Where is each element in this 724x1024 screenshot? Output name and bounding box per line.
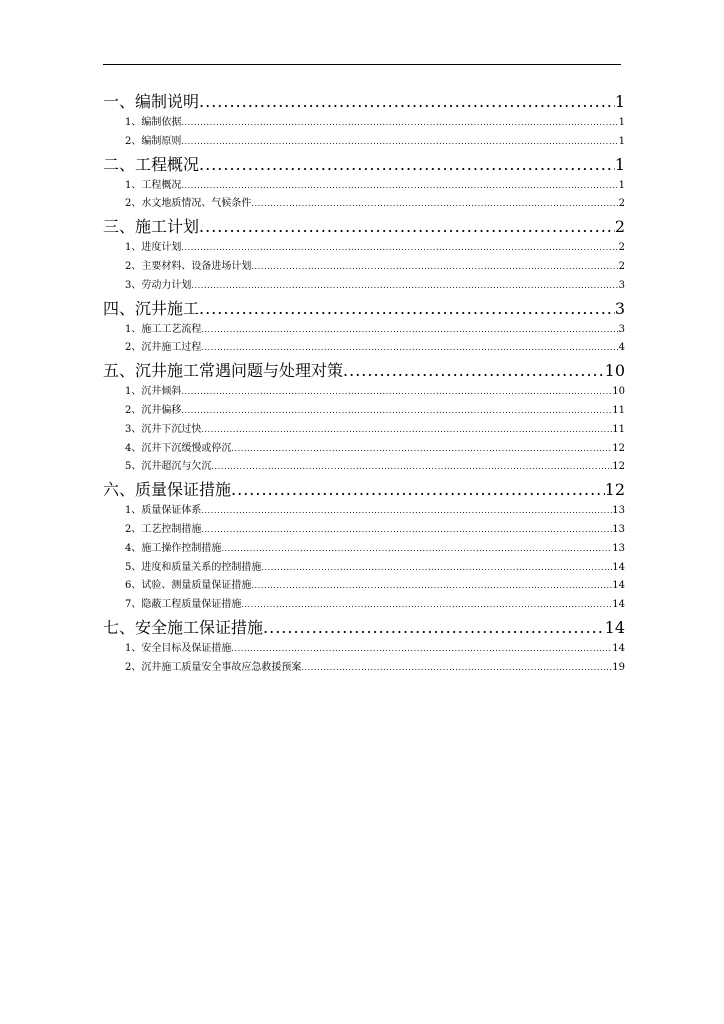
toc-subsection-title: 2、沉井偏移 <box>125 404 182 416</box>
toc-subsection-title: 3、沉井下沉过快 <box>125 423 202 435</box>
toc-subsection-title: 1、进度计划 <box>125 242 182 254</box>
toc-subsection[interactable] <box>103 114 625 133</box>
toc-section[interactable] <box>103 358 625 383</box>
toc-subsection-page-number: 2 <box>618 198 625 210</box>
toc-section-page-number: 2 <box>614 217 625 237</box>
toc-subsection-title: 1、质量保证体系 <box>125 505 202 517</box>
dot-leader <box>191 277 618 296</box>
dot-leader <box>201 421 612 440</box>
dot-leader <box>251 258 618 277</box>
toc-subsection-title: 3、劳动力计划 <box>125 279 192 291</box>
toc-subsection-title: 1、安全目标及保证措施 <box>125 642 232 654</box>
toc-subsection-page-number: 12 <box>612 442 625 454</box>
dot-leader <box>181 402 612 421</box>
toc-section-title: 五、沉井施工常遇问题与处理对策 <box>103 361 344 381</box>
toc-subsection-title: 4、沉井下沉缓慢或停沉 <box>125 442 232 454</box>
toc-subsection[interactable] <box>103 502 625 521</box>
dot-leader <box>201 502 612 521</box>
toc-subsection-title: 1、沉井倾斜 <box>125 386 182 398</box>
toc-subsection-page-number: 3 <box>618 323 625 335</box>
toc-subsection[interactable] <box>103 577 625 596</box>
toc-subsection-page-number: 14 <box>612 599 625 611</box>
toc-subsection-title: 2、水文地质情况、气候条件 <box>125 198 252 210</box>
toc-subsection[interactable] <box>103 321 625 340</box>
toc-subsection-title: 7、隐蔽工程质量保证措施 <box>125 599 242 611</box>
toc-subsection-page-number: 4 <box>618 342 625 354</box>
toc-subsection[interactable] <box>103 402 625 421</box>
toc-subsection[interactable] <box>103 258 625 277</box>
dot-leader <box>301 659 612 678</box>
dot-leader <box>201 521 612 540</box>
dot-leader <box>199 214 615 239</box>
toc-subsection-page-number: 19 <box>612 661 625 673</box>
toc-subsection-title: 1、编制依据 <box>125 117 182 128</box>
dot-leader <box>263 615 605 640</box>
dot-leader <box>221 540 612 559</box>
dot-leader <box>199 296 615 321</box>
dot-leader <box>181 133 618 152</box>
toc-section-page-number: 1 <box>614 92 625 111</box>
toc-section-page-number: 3 <box>614 298 625 318</box>
toc-subsection[interactable] <box>103 440 625 459</box>
toc-subsection-page-number: 14 <box>612 561 625 573</box>
dot-leader <box>211 458 612 477</box>
toc-subsection[interactable] <box>103 458 625 477</box>
dot-leader <box>241 596 612 615</box>
toc-subsection[interactable] <box>103 521 625 540</box>
toc-subsection-page-number: 13 <box>612 505 625 517</box>
toc-section[interactable] <box>103 89 625 114</box>
toc-subsection-page-number: 11 <box>612 404 625 416</box>
toc-subsection-page-number: 11 <box>612 423 625 435</box>
toc-section-page-number: 12 <box>604 480 625 500</box>
dot-leader <box>343 358 605 383</box>
dot-leader <box>199 89 615 114</box>
toc-subsection-page-number: 13 <box>612 542 625 554</box>
toc-subsection[interactable] <box>103 195 625 214</box>
toc-subsection-title: 2、沉井施工质量安全事故应急救援预案 <box>125 661 302 673</box>
toc-subsection[interactable] <box>103 177 625 196</box>
toc-subsection-title: 1、施工工艺流程 <box>125 323 202 335</box>
dot-leader <box>181 177 618 196</box>
toc-section-page-number: 14 <box>604 617 625 637</box>
dot-leader <box>251 577 612 596</box>
toc-subsection-page-number: 10 <box>612 386 625 398</box>
toc-subsection-page-number: 14 <box>612 642 625 654</box>
table-of-contents <box>103 89 625 678</box>
toc-subsection-title: 2、主要材料、设备进场计划 <box>125 260 252 272</box>
dot-leader <box>231 640 612 659</box>
toc-subsection[interactable] <box>103 659 625 678</box>
toc-subsection[interactable] <box>103 383 625 402</box>
toc-subsection[interactable] <box>103 277 625 296</box>
dot-leader <box>181 383 612 402</box>
toc-subsection-title: 2、编制原则 <box>125 135 182 147</box>
toc-subsection-title: 5、沉井超沉与欠沉 <box>125 461 212 473</box>
toc-section-page-number: 1 <box>614 154 625 174</box>
toc-subsection[interactable] <box>103 133 625 152</box>
toc-subsection-page-number: 1 <box>618 117 625 128</box>
toc-subsection-title: 2、沉井施工过程 <box>125 342 202 354</box>
toc-section-title: 三、施工计划 <box>103 217 200 237</box>
toc-section[interactable] <box>103 296 625 321</box>
toc-subsection[interactable] <box>103 339 625 358</box>
toc-subsection[interactable] <box>103 239 625 258</box>
dot-leader <box>181 239 618 258</box>
header-rule <box>103 64 621 65</box>
dot-leader <box>261 559 612 578</box>
toc-subsection[interactable] <box>103 559 625 578</box>
toc-subsection-page-number: 13 <box>612 523 625 535</box>
toc-section-title: 一、编制说明 <box>103 92 200 111</box>
toc-section[interactable] <box>103 615 625 640</box>
toc-subsection[interactable] <box>103 640 625 659</box>
toc-section-page-number: 10 <box>604 361 625 381</box>
toc-section-title: 七、安全施工保证措施 <box>103 617 264 637</box>
toc-subsection-page-number: 1 <box>618 135 625 147</box>
toc-section-title: 六、质量保证措施 <box>103 480 232 500</box>
dot-leader <box>231 477 605 502</box>
dot-leader <box>199 152 615 177</box>
toc-subsection-page-number: 2 <box>618 260 625 272</box>
toc-subsection[interactable] <box>103 421 625 440</box>
toc-section-title: 四、沉井施工 <box>103 298 200 318</box>
toc-subsection-title: 4、施工操作控制措施 <box>125 542 222 554</box>
dot-leader <box>201 339 618 358</box>
dot-leader <box>181 114 618 133</box>
toc-subsection-title: 5、进度和质量关系的控制措施 <box>125 561 262 573</box>
dot-leader <box>201 321 618 340</box>
toc-subsection-page-number: 12 <box>612 461 625 473</box>
toc-section-title: 二、工程概况 <box>103 154 200 174</box>
toc-subsection-title: 2、工艺控制措施 <box>125 523 202 535</box>
toc-section[interactable] <box>103 152 625 177</box>
toc-subsection-title: 6、试验、测量质量保证措施 <box>125 580 252 592</box>
toc-subsection-title: 1、工程概况 <box>125 179 182 191</box>
dot-leader <box>231 440 612 459</box>
toc-subsection[interactable] <box>103 596 625 615</box>
toc-subsection-page-number: 14 <box>612 580 625 592</box>
toc-subsection-page-number: 2 <box>618 242 625 254</box>
toc-section[interactable] <box>103 214 625 239</box>
toc-subsection-page-number: 1 <box>618 179 625 191</box>
toc-section[interactable] <box>103 477 625 502</box>
toc-subsection[interactable] <box>103 540 625 559</box>
toc-subsection-page-number: 3 <box>618 279 625 291</box>
dot-leader <box>251 195 618 214</box>
